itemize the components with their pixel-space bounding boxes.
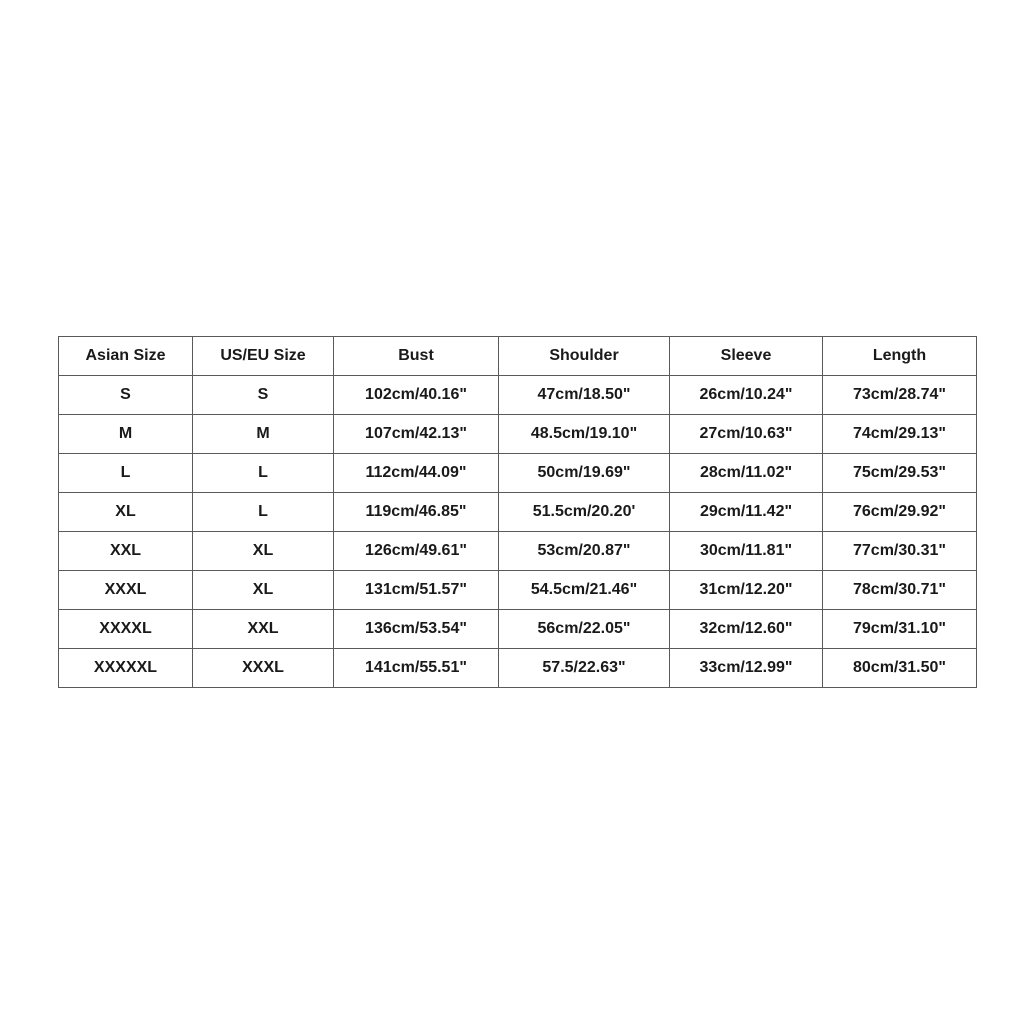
cell-sleeve: 30cm/11.81" [670, 532, 823, 571]
cell-sleeve: 29cm/11.42" [670, 493, 823, 532]
cell-sleeve: 26cm/10.24" [670, 376, 823, 415]
cell-sleeve: 28cm/11.02" [670, 454, 823, 493]
cell-us-eu-size: XL [193, 571, 334, 610]
cell-shoulder: 47cm/18.50" [499, 376, 670, 415]
cell-us-eu-size: XXXL [193, 649, 334, 688]
table-row [59, 532, 977, 571]
cell-sleeve: 31cm/12.20" [670, 571, 823, 610]
cell-shoulder: 57.5/22.63" [499, 649, 670, 688]
cell-sleeve: 32cm/12.60" [670, 610, 823, 649]
cell-us-eu-size: M [193, 415, 334, 454]
cell-bust: 102cm/40.16" [334, 376, 499, 415]
cell-bust: 107cm/42.13" [334, 415, 499, 454]
cell-asian-size: M [59, 415, 193, 454]
cell-shoulder: 48.5cm/19.10" [499, 415, 670, 454]
header-row [59, 337, 977, 376]
table-row [59, 415, 977, 454]
header-sleeve: Sleeve [670, 337, 823, 376]
cell-length: 80cm/31.50" [823, 649, 977, 688]
cell-shoulder: 51.5cm/20.20' [499, 493, 670, 532]
cell-shoulder: 56cm/22.05" [499, 610, 670, 649]
header-length: Length [823, 337, 977, 376]
cell-length: 74cm/29.13" [823, 415, 977, 454]
cell-length: 77cm/30.31" [823, 532, 977, 571]
cell-asian-size: S [59, 376, 193, 415]
header-us-eu-size: US/EU Size [193, 337, 334, 376]
cell-asian-size: XXXXXL [59, 649, 193, 688]
cell-shoulder: 50cm/19.69" [499, 454, 670, 493]
cell-us-eu-size: L [193, 454, 334, 493]
cell-length: 73cm/28.74" [823, 376, 977, 415]
cell-asian-size: L [59, 454, 193, 493]
cell-bust: 112cm/44.09" [334, 454, 499, 493]
cell-length: 78cm/30.71" [823, 571, 977, 610]
cell-us-eu-size: L [193, 493, 334, 532]
cell-bust: 136cm/53.54" [334, 610, 499, 649]
header-asian-size: Asian Size [59, 337, 193, 376]
cell-us-eu-size: XL [193, 532, 334, 571]
cell-sleeve: 27cm/10.63" [670, 415, 823, 454]
cell-sleeve: 33cm/12.99" [670, 649, 823, 688]
table-row [59, 454, 977, 493]
cell-length: 76cm/29.92" [823, 493, 977, 532]
cell-shoulder: 53cm/20.87" [499, 532, 670, 571]
table-row [59, 493, 977, 532]
table-row [59, 376, 977, 415]
cell-asian-size: XXL [59, 532, 193, 571]
table-row [59, 571, 977, 610]
cell-bust: 119cm/46.85" [334, 493, 499, 532]
cell-length: 75cm/29.53" [823, 454, 977, 493]
table-row [59, 649, 977, 688]
size-chart-table [58, 336, 977, 688]
cell-asian-size: XXXL [59, 571, 193, 610]
cell-asian-size: XXXXL [59, 610, 193, 649]
cell-us-eu-size: S [193, 376, 334, 415]
header-bust: Bust [334, 337, 499, 376]
cell-bust: 131cm/51.57" [334, 571, 499, 610]
cell-bust: 141cm/55.51" [334, 649, 499, 688]
cell-length: 79cm/31.10" [823, 610, 977, 649]
cell-shoulder: 54.5cm/21.46" [499, 571, 670, 610]
header-shoulder: Shoulder [499, 337, 670, 376]
cell-bust: 126cm/49.61" [334, 532, 499, 571]
cell-us-eu-size: XXL [193, 610, 334, 649]
cell-asian-size: XL [59, 493, 193, 532]
table-row [59, 610, 977, 649]
